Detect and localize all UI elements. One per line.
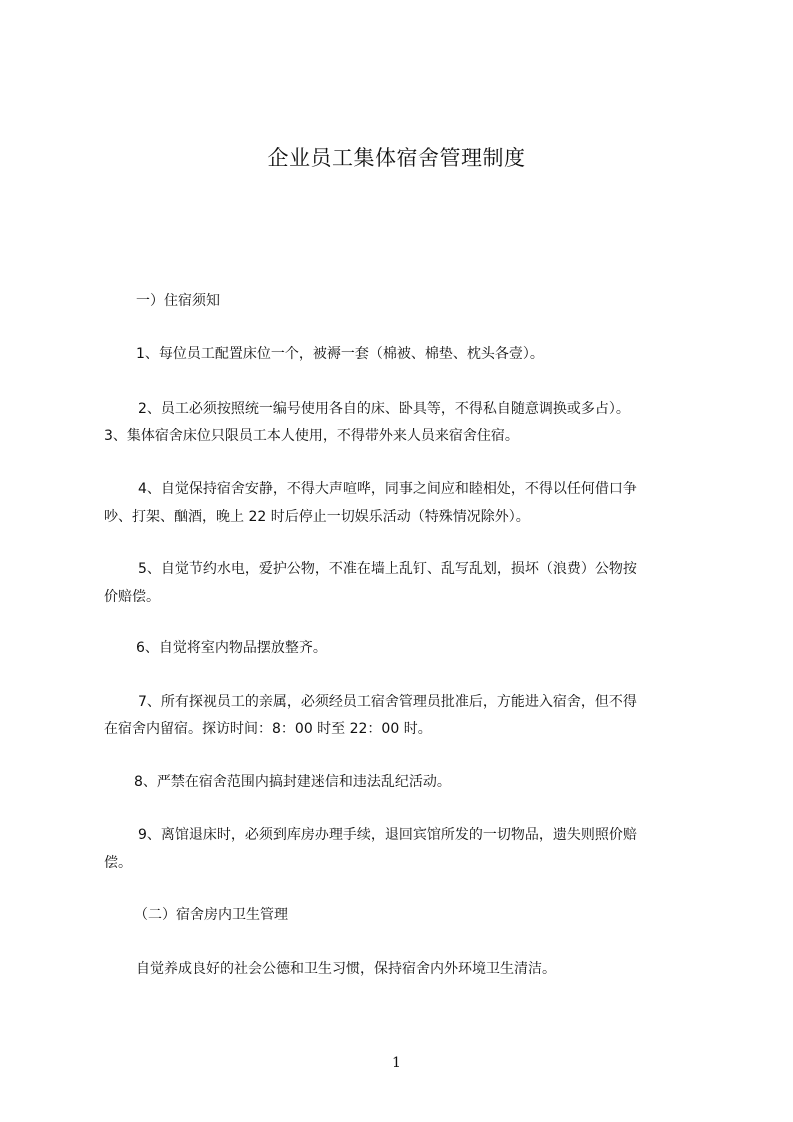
section-heading-2: （二）宿舍房内卫生管理 [134,907,288,923]
rule-item-7-line-1: 7、所有探视员工的亲属，必须经员工宿舍管理员批准后，方能进入宿舍，但不得 [138,694,637,710]
rule-item-6: 6、自觉将室内物品摆放整齐。 [136,640,327,656]
section-heading-1: 一）住宿须知 [136,293,220,309]
rule-item-7-line-2: 在宿舍内留宿。探访时间：8：00 时至 22：00 时。 [104,721,432,737]
rule-item-8: 8、严禁在宿舍范围内搞封建迷信和违法乱纪活动。 [134,774,451,790]
rule-item-9-line-2: 偿。 [104,855,132,871]
rule-item-4-line-1: 4、自觉保持宿舍安静，不得大声喧哗，同事之间应和睦相处，不得以任何借口争 [138,481,637,497]
rule-item-3: 3、集体宿舍床位只限员工本人使用，不得带外来人员来宿舍住宿。 [104,428,519,444]
rule-item-9-line-1: 9、离馆退床时，必须到库房办理手续，退回宾馆所发的一切物品，遗失则照价赔 [138,827,637,843]
rule-item-1: 1、每位员工配置床位一个，被褥一套（棉被、棉垫、枕头各壹）。 [136,346,544,362]
rule-item-5-line-1: 5、自觉节约水电，爱护公物，不准在墙上乱钉、乱写乱划，损坏（浪费）公物按 [138,561,637,577]
rule-item-4-line-2: 吵、打架、酗酒，晚上 22 时后停止一切娱乐活动（特殊情况除外）。 [104,509,530,525]
section-2-paragraph: 自觉养成良好的社会公德和卫生习惯，保持宿舍内外环境卫生清洁。 [136,961,556,977]
rule-item-2: 2、员工必须按照统一编号使用各自的床、卧具等，不得私自随意调换或多占）。 [138,401,630,417]
rule-item-5-line-2: 价赔偿。 [104,589,160,605]
document-title: 企业员工集体宿舍管理制度 [267,146,526,170]
page-number: 1 [392,1055,401,1071]
